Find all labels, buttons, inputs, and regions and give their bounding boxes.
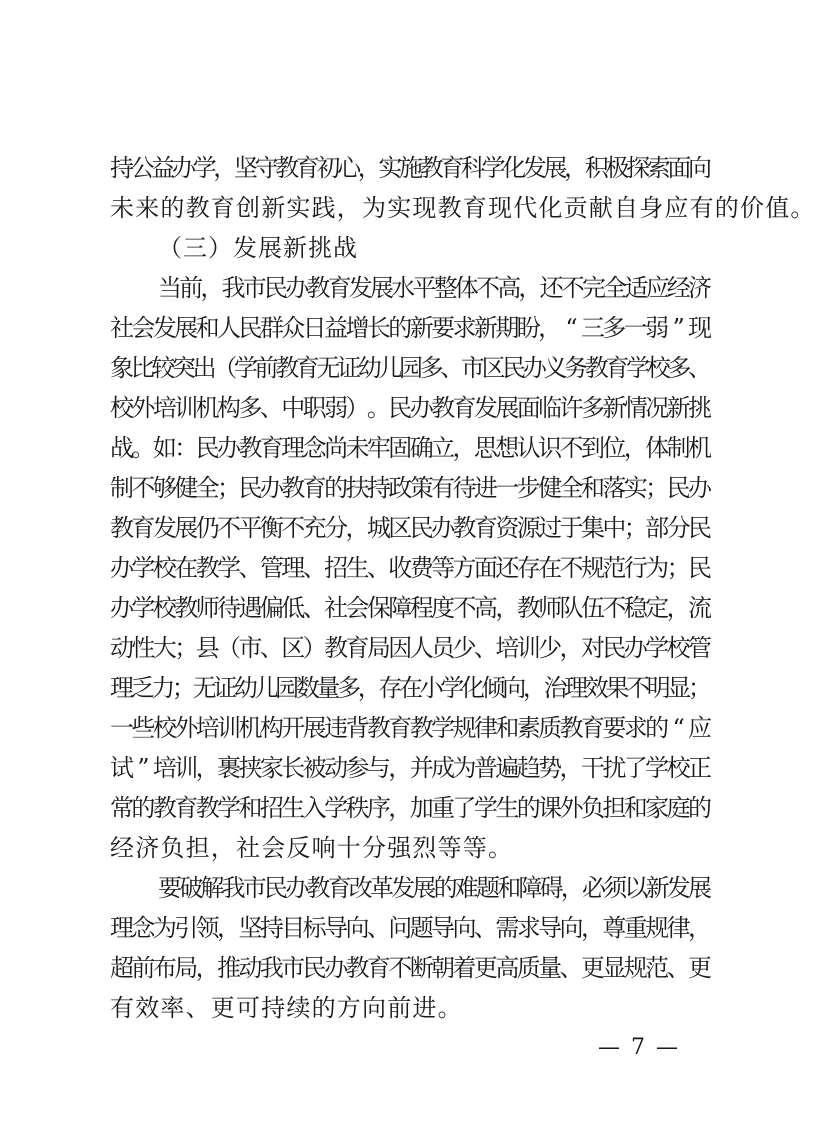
- page-number: — 7 —: [598, 1035, 680, 1060]
